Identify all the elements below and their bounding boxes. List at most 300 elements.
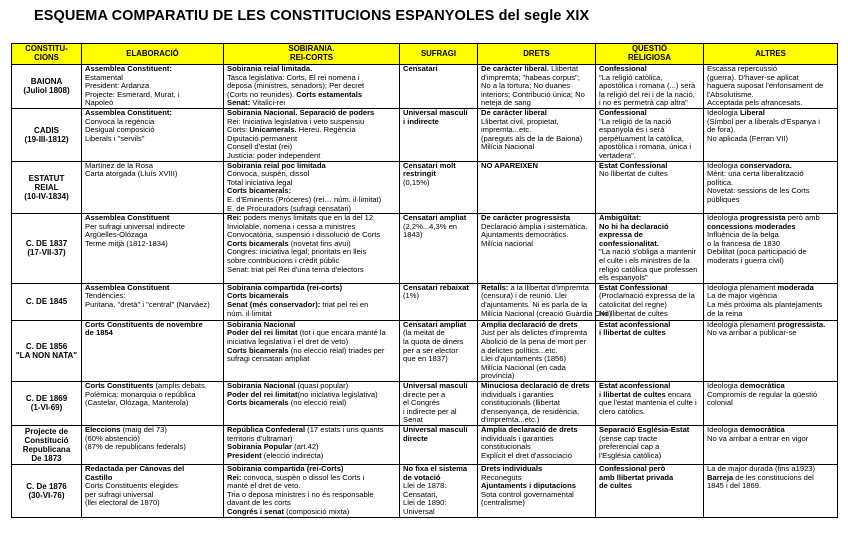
cell-line: Corts bicamerals (novetat fins avui) (227, 238, 351, 248)
header-questio-religiosa: QÜESTIÓ RELIGIOSA (596, 44, 704, 65)
cell-line: Llibertat civil, propietat, (481, 116, 559, 126)
cell-line: constitucionals (llibertat (481, 398, 560, 408)
cell-line: davant de les corts (227, 498, 291, 508)
cell-line: que en 1837) (403, 354, 448, 364)
cell-line: amb llibertat privada (599, 472, 674, 482)
cell-line: per a ser elector (403, 345, 458, 355)
cell-line: Censatari ampliat (403, 319, 467, 329)
constitution-name: CADIS (19-III-1812) (12, 108, 82, 161)
cell-line: President: Ardanza (85, 81, 150, 91)
cell-line: Ideologia plenament progressista. (707, 319, 826, 329)
cell-line: Censatari ampliat (403, 213, 467, 223)
cell-line: Llei de 1890: (403, 498, 447, 508)
cell-line: Congrés i senat (composició mixta) (227, 506, 350, 516)
cell-line: Universal masculí (403, 107, 468, 117)
cell-sobirania (224, 65, 400, 109)
constitution-name: C. DE 1845 (12, 283, 82, 320)
cell-questio-religiosa (596, 65, 704, 109)
cell-line: de 1854 (85, 328, 113, 338)
cell-line: Senat: triat pel Rei d'una terna d'electors (227, 264, 364, 274)
cell-line: núm. il·limitat (227, 308, 272, 318)
cell-line: Diputació permanent (227, 133, 298, 143)
cell-drets (478, 108, 596, 161)
cell-line: Senat (més conservador): triat pel rei en (227, 300, 369, 310)
cell-drets (478, 320, 596, 381)
cell-line: de cultes (599, 481, 632, 491)
cell-line: Àmplia declaració de drets (481, 424, 578, 434)
cell-line: Ambigüitat: (599, 213, 642, 223)
cell-elaboracio (82, 108, 224, 161)
cell-line: província) (481, 371, 515, 381)
cell-line: Sobirania compartida (rei-corts) (227, 282, 343, 292)
cell-line: Ideologia Liberal (707, 107, 765, 117)
cell-line: Congrés: iniciativa legal; prioritats en lleis (227, 247, 367, 257)
cell-line: 1843) (403, 230, 423, 240)
cell-line: Corts Constituents (amplis debats. (85, 381, 207, 390)
cell-line: restringit (403, 169, 436, 179)
cell-line: l'Església catòlica) (599, 450, 662, 460)
cell-line: neteja de sang (481, 98, 531, 108)
cell-questio-religiosa (596, 161, 704, 214)
cell-sufragi (400, 108, 478, 161)
table-row (12, 161, 838, 214)
cell-line: (60% abstenció) (85, 433, 140, 443)
cell-line: Universal masculí (403, 424, 468, 434)
cell-line: Llei de 1878: (403, 481, 447, 491)
cell-altres (704, 382, 838, 426)
cell-line: E. de Procuradors (sufragi censatari) (227, 203, 352, 213)
cell-line: (0,15%) (403, 177, 430, 187)
constitution-name: ESTATUT REIAL (10-IV-1834) (12, 161, 82, 214)
cell-line: iniciativa legislativa i el dret de veto) (227, 337, 349, 347)
cell-altres (704, 65, 838, 109)
cell-line: (Proclamació expressa de la (599, 291, 695, 301)
cell-line: directe per a (403, 389, 446, 399)
cell-line: impremta...etc. (481, 125, 532, 135)
cell-sobirania (224, 320, 400, 381)
cell-line: Senat: Vitalici-rei (227, 98, 286, 108)
cell-altres (704, 425, 838, 464)
table-row (12, 108, 838, 161)
cell-line: Assemblea Constituent (85, 282, 170, 292)
cell-line: Poder del rei limitat (tot i que encara manté la (227, 328, 386, 338)
cell-line: Assemblea Constituent: (85, 107, 172, 117)
header-altres: ALTRES (704, 44, 838, 65)
cell-elaboracio (82, 320, 224, 381)
cell-line: (pareguts als de la de Baiona) (481, 133, 583, 143)
cell-line: religió catòlica que professen (599, 264, 698, 274)
cell-line: Sobirania reial poc limitada (227, 160, 326, 170)
cell-line: De caràcter progressista (481, 213, 571, 223)
cell-line: Compromís de regular la qüestió (707, 389, 818, 399)
constitution-name: C. DE 1869 (1-VI-69) (12, 382, 82, 426)
cell-line: Corts bicamerals (no elecció reial) (227, 398, 347, 408)
cell-line: Assemblea Constituent (85, 213, 170, 223)
cell-line: Terme mitjà (1812-1834) (85, 238, 168, 248)
cell-elaboracio (82, 425, 224, 464)
cell-line: La de major vigència (707, 291, 778, 301)
page-title: ESQUEMA COMPARATIU DE LES CONSTITUCIONS ESPANYOLES del segle XIX (34, 8, 590, 24)
table-row (12, 464, 838, 517)
cell-line: Ajuntaments i diputacions (481, 481, 576, 491)
cell-line: Consell d'estat (rei) (227, 142, 293, 152)
cell-line: No hi ha declaració (599, 221, 669, 231)
cell-line: No fixa el sistema (403, 463, 468, 473)
cell-line: de fora). (707, 125, 736, 135)
cell-line: interiors; Contribució única; No (481, 89, 585, 99)
cell-line: Corts Constituents de novembre (85, 319, 203, 329)
cell-line: Senat (403, 415, 423, 425)
cell-line: Napoleó (85, 98, 114, 108)
cell-drets (478, 464, 596, 517)
cell-line: Amplia declaració de drets (481, 319, 578, 329)
cell-line: Ajuntaments democràtics. (481, 230, 569, 240)
cell-line: Minuciosa declaració de drets (481, 381, 590, 390)
cell-line: Censatari (403, 64, 438, 73)
cell-line: moderats i guerra civil) (707, 256, 784, 266)
cell-line: Rei: convoca, suspèn o dissol les Corts i (227, 472, 365, 482)
cell-line: Ideologia democràtica (707, 381, 785, 390)
table-row (12, 320, 838, 381)
cell-sobirania (224, 108, 400, 161)
cell-line: No llibertat de cultes (599, 169, 668, 179)
cell-questio-religiosa (596, 108, 704, 161)
cell-line: públiques (707, 194, 740, 204)
cell-line: Separació Església-Estat (599, 424, 690, 434)
cell-line: Milícia Nacional (481, 142, 535, 152)
cell-line: (87% de republicans federals) (85, 442, 186, 452)
cell-line: No va arribar a publicar-se (707, 328, 797, 338)
header-row (12, 44, 838, 65)
cell-elaboracio (82, 161, 224, 214)
cell-line: Universal (403, 506, 435, 516)
constitution-name: Projecte de Constitució Republicana De 1873 (12, 425, 82, 464)
table-row (12, 425, 838, 464)
constitution-name: C. DE 1837 (17-VII-37) (12, 214, 82, 284)
cell-altres (704, 320, 838, 381)
cell-line: Censatari molt (403, 160, 456, 170)
header-sufragi: SUFRAGI (400, 44, 478, 65)
cell-line: Escassa repercussió (707, 64, 778, 73)
cell-line: de la reina (707, 308, 743, 318)
cell-line: Per sufragi universal indirecte (85, 221, 186, 231)
constitution-name: C. DE 1856 "LA NON NATA" (12, 320, 82, 381)
cell-line: política. (707, 177, 734, 187)
table-row (12, 382, 838, 426)
cell-line: vertadera". (599, 150, 636, 160)
cell-line: (sense cap tracte (599, 433, 658, 443)
cell-sobirania (224, 425, 400, 464)
cell-sobirania (224, 382, 400, 426)
cell-line: (llei electoral de 1870) (85, 498, 160, 508)
cell-line: que l'estat mantenia el culte i (599, 398, 697, 408)
cell-line: "La religió catòlica, (599, 72, 663, 82)
cell-line: Tendències: (85, 291, 126, 301)
cell-line: (Castelar, Olózaga, Manterola) (85, 398, 189, 408)
cell-line: Rei: Iniciativa legislativa i veto suspensiu (227, 116, 365, 126)
cell-line: Debilitat (poca participació de (707, 247, 807, 257)
cell-line: Eleccions (maig del 73) (85, 424, 167, 434)
cell-line: Sobirania Popular (art.42) (227, 442, 319, 452)
cell-line: Total iniciativa legal (227, 177, 293, 187)
cell-line: Abolició de la pena de mort per (481, 337, 587, 347)
cell-line: Estat Confessional (599, 282, 668, 292)
cell-line: 1845 i del 1869. (707, 481, 762, 491)
cell-sufragi (400, 425, 478, 464)
cell-line: Drets individuals (481, 463, 543, 473)
cell-line: La de major durada (fins a1923) (707, 463, 816, 473)
cell-line: preferencial cap a (599, 442, 660, 452)
cell-line: o la francesa de 1830 (707, 238, 781, 248)
cell-line: Ideologia progressista però amb (707, 213, 820, 223)
cell-line: la religió del rei i de la nació, (599, 89, 695, 99)
cell-line: Acceptada pels afrancesats. (707, 98, 803, 108)
cell-line: Novetat: sessions de les Corts (707, 186, 810, 196)
cell-line: Sobirania Nacional (quasi popular) (227, 381, 349, 390)
cell-line: Estat Confessional (599, 160, 668, 170)
cell-line: l'Absolutisme. (707, 89, 754, 99)
cell-line: a delictes polítics...etc. (481, 345, 558, 355)
cell-sobirania (224, 464, 400, 517)
cell-line: Corts bicamerals (no elecció reial) triades per (227, 345, 385, 355)
cell-line: colonial (707, 398, 733, 408)
cell-drets (478, 382, 596, 426)
cell-line: Desigual composició (85, 125, 155, 135)
cell-line: el Congrés (403, 398, 440, 408)
cell-line: Convoca, suspèn, dissol (227, 169, 310, 179)
cell-altres (704, 214, 838, 284)
cell-line: Mèrit: una certa liberalització (707, 169, 804, 179)
cell-line: manté el dret de veto. (227, 481, 301, 491)
cell-line: haguera suposat l'enfonsament de (707, 81, 824, 91)
cell-line: Confessional però (599, 463, 666, 473)
cell-line: Estat aconfessional (599, 381, 671, 390)
cell-line: i indirecte (403, 116, 439, 126)
cell-line: Ideologia democràtica (707, 424, 785, 434)
cell-line: constitucionals (481, 442, 531, 452)
cell-drets (478, 214, 596, 284)
cell-line: "La nació s'obliga a mantenir (599, 247, 697, 257)
cell-altres (704, 161, 838, 214)
cell-line: (guerra). D'haver-se aplicat (707, 72, 799, 82)
cell-line: Ideologia plenament moderada (707, 282, 814, 292)
cell-drets (478, 425, 596, 464)
cell-sufragi (400, 283, 478, 320)
cell-line: Censatari, (403, 489, 438, 499)
cell-sufragi (400, 65, 478, 109)
cell-line: De caràcter liberal. Llibertat (481, 64, 579, 73)
cell-line: Sobirania compartida (rei-Corts) (227, 463, 344, 473)
cell-line: individuals i garanties (481, 433, 554, 443)
cell-line: Tasca legislativa: Corts, El rei nomena i (227, 72, 360, 82)
cell-line: els espanyols" (599, 273, 648, 283)
cell-questio-religiosa (596, 320, 704, 381)
cell-line: Corts bicamerals (227, 291, 289, 301)
cell-line: d'impremta; "habeas corpus"; (481, 72, 580, 82)
cell-line: Carta atorgada (Lluís XVIII) (85, 169, 178, 179)
cell-line: Justícia: poder independent (227, 150, 321, 160)
cell-line: Ideologia conservadora. (707, 160, 792, 170)
cell-line: (la meitat de (403, 328, 445, 338)
header-sobirania: SOBIRANIA. REI-CORTS (224, 44, 400, 65)
cell-questio-religiosa (596, 382, 704, 426)
cell-line: (censura) i de reunió. Llei (481, 291, 567, 301)
cell-line: Corts bicamerals: (227, 186, 292, 196)
cell-line: No llibertat de cultes (599, 308, 668, 318)
cell-line: i llibertat de cultes (599, 328, 666, 338)
cell-line: espanyola és i serà (599, 125, 665, 135)
cell-line: Argüelles-Olózaga (85, 230, 148, 240)
cell-altres (704, 464, 838, 517)
cell-line: Censatari rebaixat (403, 282, 469, 292)
cell-sufragi (400, 382, 478, 426)
cell-line: Convocatòria, suspensió i dissolució de Corts (227, 230, 381, 240)
cell-line: directe (403, 433, 428, 443)
cell-questio-religiosa (596, 283, 704, 320)
cell-line: confessionalitat. (599, 238, 659, 248)
cell-sobirania (224, 283, 400, 320)
comparison-table (11, 43, 838, 518)
cell-questio-religiosa (596, 214, 704, 284)
cell-line: Barreja de les constitucions del (707, 472, 814, 482)
cell-line: (Corts no reunides). Corts estamentals (227, 89, 363, 99)
cell-line: Llei d'ajuntaments (1856) (481, 354, 567, 364)
cell-sobirania (224, 161, 400, 214)
cell-line: Polèmica: monarquia o república (85, 389, 196, 399)
cell-line: Declaració àmplia i sistemàtica. (481, 221, 588, 231)
cell-line: sobre contribucions i crèdit públic (227, 256, 340, 266)
cell-line: (centralisme) (481, 498, 525, 508)
cell-line: Liberals i "servils" (85, 133, 145, 143)
cell-line: Milícia Nacional (creació Guàrdia Civil) (481, 308, 612, 318)
cell-drets (478, 161, 596, 214)
cell-line: expressa de (599, 230, 643, 240)
cell-line: Puritana, "dretà" i "central" (Narváez) (85, 300, 210, 310)
cell-sobirania (224, 214, 400, 284)
cell-altres (704, 283, 838, 320)
cell-line: NO APAREIXEN (481, 160, 538, 170)
cell-line: la quota de diners (403, 337, 464, 347)
cell-line: apostòlica i romana (...) serà (599, 81, 696, 91)
cell-line: Tria o deposa ministres i no és responsable (227, 489, 374, 499)
cell-line: Reconeguts (481, 472, 522, 482)
cell-line: (2,2%...4,3% en (403, 221, 458, 231)
cell-line: i indirecte per al (403, 406, 457, 416)
cell-line: sufragi censatari ampliat (227, 354, 310, 364)
cell-line: Confessional (599, 107, 647, 117)
cell-line: Sobirania Nacional (227, 319, 296, 329)
cell-line: catolicitat del regne) (599, 300, 667, 310)
cell-line: Influència de la belga (707, 230, 779, 240)
cell-line: Projecte: Esmerard, Murat, i (85, 89, 180, 99)
cell-line: territoris d'ultramar) (227, 433, 293, 443)
cell-elaboracio (82, 65, 224, 109)
constitution-name: BAIONA (Juliol 1808) (12, 65, 82, 109)
table-row (12, 65, 838, 109)
cell-line: No va arribar a entrar en vigor (707, 433, 809, 443)
cell-sufragi (400, 161, 478, 214)
cell-line: Estamental (85, 72, 123, 82)
header-elaboracio: ELABORACIÓ (82, 44, 224, 65)
header-constitucions: CONSTITU- CIONS (12, 44, 82, 65)
cell-line: Explícit el dret d'associació (481, 450, 572, 460)
cell-line: (Símbol per a liberals d'Espanya i (707, 116, 820, 126)
cell-line: Corts Constituents elegides (85, 481, 178, 491)
cell-line: Sobirania reial limitada. (227, 64, 313, 73)
cell-sufragi (400, 320, 478, 381)
cell-line: deposa (ministres, senadors); Per decret (227, 81, 365, 91)
cell-line: Sobirania Nacional. Separació de poders (227, 107, 375, 117)
cell-line: concessions moderades (707, 221, 796, 231)
cell-line: Confessional (599, 64, 647, 73)
cell-line: E. d'Eminents (Próceres) (rei… núm. il·limitat) (227, 194, 382, 204)
cell-line: Universal masculí (403, 381, 468, 390)
cell-line: Castillo (85, 472, 113, 482)
cell-line: de votació (403, 472, 441, 482)
cell-line: República Confederal (17 estats i uns quants (227, 424, 384, 434)
cell-line: No a la tortura; No duanes (481, 81, 571, 91)
cell-line: individuals i garanties (481, 389, 554, 399)
cell-line: De caràcter liberal (481, 107, 547, 117)
cell-line: Corts: Unicamerals. Hereu. Regència (227, 125, 356, 135)
table-row (12, 283, 838, 320)
cell-line: President (elecció indirecta) (227, 450, 324, 460)
cell-elaboracio (82, 464, 224, 517)
cell-questio-religiosa (596, 464, 704, 517)
cell-line: "La religió de la nació (599, 116, 672, 126)
cell-questio-religiosa (596, 425, 704, 464)
cell-line: i llibertat de cultes encara (599, 389, 692, 399)
cell-elaboracio (82, 214, 224, 284)
cell-line: per sufragi universal (85, 489, 154, 499)
cell-line: apostòlica i romana, única i (599, 142, 692, 152)
cell-altres (704, 108, 838, 161)
table-row (12, 214, 838, 284)
cell-drets (478, 282, 612, 320)
cell-line: No aplicada (Ferran VII) (707, 133, 789, 143)
cell-line: Milícia Nacional (en cada (481, 362, 566, 372)
cell-line: Just per als delictes d'impremta (481, 328, 588, 338)
cell-line: Assemblea Constituent: (85, 64, 172, 73)
cell-line: d'impremta...etc.) (481, 415, 540, 425)
cell-line: Martínez de la Rosa (85, 160, 153, 170)
constitution-name: C. De 1876 (30-VI-76) (12, 464, 82, 517)
cell-line: Retalls: a la llibertat d'impremta (481, 282, 589, 292)
cell-sufragi (400, 464, 478, 517)
cell-elaboracio (82, 283, 224, 320)
cell-line: clero catòlics. (599, 406, 646, 416)
cell-line: i no es permetrà cap altra" (599, 98, 688, 108)
cell-line: Inviolable, nomena i cessa a ministres (227, 221, 356, 231)
cell-line: el culte i els ministres de la (599, 256, 690, 266)
cell-line: Redactada per Cànovas del (85, 463, 185, 473)
cell-drets (478, 65, 596, 109)
cell-line: Rei: poders menys limitats que en la del 12 (227, 213, 374, 223)
cell-line: Sota control governamental (481, 489, 574, 499)
cell-line: Milícia nacional (481, 238, 533, 248)
cell-line: d'ajuntaments. Ni es parla de la (481, 300, 588, 310)
cell-line: d'ensenyança, de residència, (481, 406, 580, 416)
cell-line: perpètuament la catòlica, (599, 133, 684, 143)
cell-line: Poder del rei limitat(no iniciativa legislativa) (227, 389, 378, 399)
cell-line: La més pròxima als plantejaments (707, 300, 823, 310)
cell-line: Estat aconfessional (599, 319, 671, 329)
cell-line: (1%) (403, 291, 420, 301)
cell-sufragi (400, 214, 478, 284)
header-drets: DRETS (478, 44, 596, 65)
cell-line: Convoca la regència (85, 116, 155, 126)
cell-elaboracio (82, 382, 224, 426)
